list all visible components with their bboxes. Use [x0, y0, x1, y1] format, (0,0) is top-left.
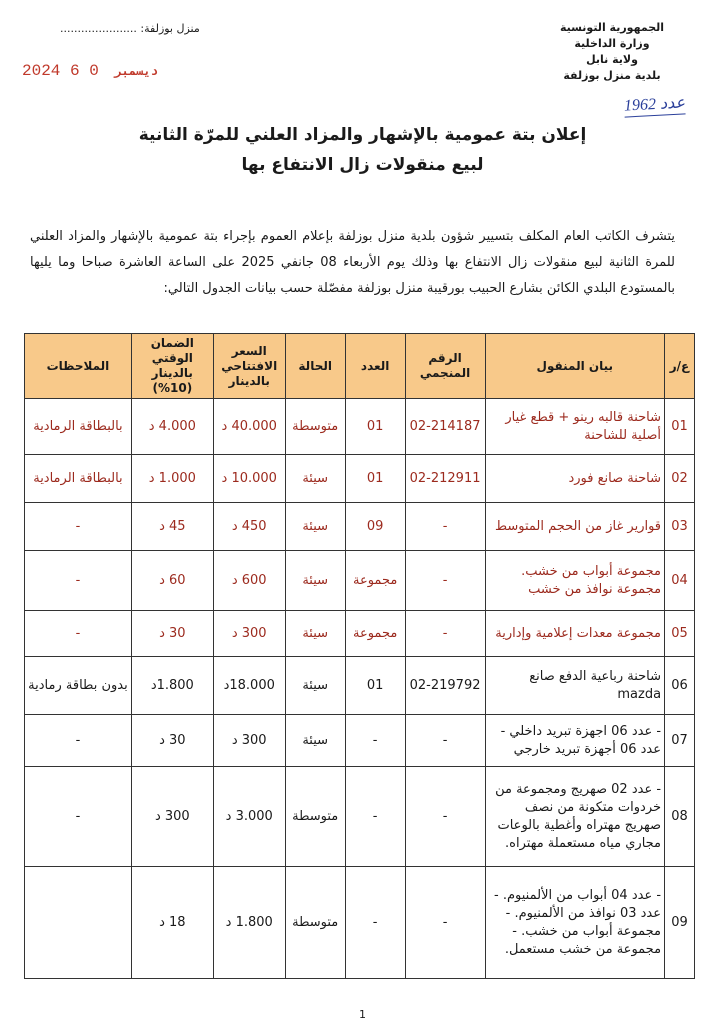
cell-desc: قوارير غاز من الحجم المتوسط [485, 503, 665, 551]
cell-count: - [345, 715, 405, 767]
cell-guarantee: 60 د [131, 551, 213, 611]
cell-count: 09 [345, 503, 405, 551]
col-header-count: العدد [345, 334, 405, 399]
stamp-day: 0 6 [70, 62, 99, 80]
cell-guarantee: 18 د [131, 867, 213, 979]
stamp-month: ديسمبر [114, 65, 158, 79]
cell-state: سيئة [285, 715, 345, 767]
cell-count: - [345, 767, 405, 867]
cell-notes: - [25, 503, 132, 551]
cell-notes: - [25, 715, 132, 767]
cell-mineral: - [405, 715, 485, 767]
cell-desc: مجموعة أبواب من خشب. مجموعة نوافذ من خشب [485, 551, 665, 611]
cell-count: 01 [345, 657, 405, 715]
cell-count: مجموعة [345, 551, 405, 611]
table-row [25, 455, 695, 503]
table-row [25, 767, 695, 867]
col-header-guarantee: الضمان الوقتي بالدينار (10%) [131, 334, 213, 399]
table-row [25, 657, 695, 715]
col-header-num: ع/ر [665, 334, 695, 399]
cell-mineral: - [405, 611, 485, 657]
cell-state: سيئة [285, 551, 345, 611]
cell-price: 1.800 د [213, 867, 285, 979]
intro-paragraph: يتشرف الكاتب العام المكلف بتسيير شؤون بلدية منزل بوزلفة بإعلام العموم بإجراء بتة عمومية بالإشهار والمزاد العلني للمرة الثانية لبيع منقولات زال الانتفاع بها وذلك يوم الأربعاء 08 جانفي 2025 على الساعة العاشرة صباحا وما يليها بالمستودع البلدي الكائن بشارع الحبيب بورقيبة منزل بوزلفة مفصّلة حسب بيانات الجدول التالي: [30, 229, 676, 296]
letterhead [537, 20, 687, 84]
cell-price: 18.000د [213, 657, 285, 715]
cell-mineral: 02-212911 [405, 455, 485, 503]
document-title [60, 120, 665, 180]
col-header-desc: بيان المنقول [485, 334, 665, 399]
table-header-row [25, 334, 695, 399]
items-table [24, 333, 695, 979]
cell-mineral: - [405, 767, 485, 867]
cell-count: مجموعة [345, 611, 405, 657]
cell-price: 600 د [213, 551, 285, 611]
cell-price: 450 د [213, 503, 285, 551]
cell-num: 01 [665, 399, 695, 455]
col-header-mineral: الرقم المنجمي [405, 334, 485, 399]
table-row [25, 503, 695, 551]
cell-desc: شاحنة قالبه رينو + قطع غيار أصلية للشاحنة [485, 399, 665, 455]
cell-count: 01 [345, 455, 405, 503]
cell-notes: - [25, 611, 132, 657]
col-header-state: الحالة [285, 334, 345, 399]
cell-notes: - [25, 767, 132, 867]
cell-num: 08 [665, 767, 695, 867]
table-row [25, 611, 695, 657]
cell-num: 02 [665, 455, 695, 503]
title-line-2: لبيع منقولات زال الانتفاع بها [241, 155, 484, 175]
cell-guarantee: 300 د [131, 767, 213, 867]
cell-count: 01 [345, 399, 405, 455]
cell-mineral: - [405, 503, 485, 551]
cell-guarantee: 30 د [131, 611, 213, 657]
cell-notes: بالبطاقة الرمادية [25, 455, 132, 503]
page-number: 1 [359, 1008, 366, 1021]
cell-state: متوسطة [285, 867, 345, 979]
cell-mineral: - [405, 867, 485, 979]
cell-state: متوسطة [285, 399, 345, 455]
cell-notes: بالبطاقة الرمادية [25, 399, 132, 455]
cell-price: 300 د [213, 611, 285, 657]
cell-desc: - عدد 02 صهريج ومجموعة من خردوات متكونة من نصف صهريج مهتراه وأغطية بالوعات مجاري مياه مستعملة مهتراه. [485, 767, 665, 867]
table-row [25, 715, 695, 767]
cell-desc: شاحنة رباعية الدفع صانع mazda [485, 657, 665, 715]
letterhead-line: وزارة الداخلية [574, 37, 650, 50]
cell-num: 03 [665, 503, 695, 551]
cell-state: متوسطة [285, 767, 345, 867]
cell-num: 07 [665, 715, 695, 767]
cell-guarantee: 1.800د [131, 657, 213, 715]
cell-num: 04 [665, 551, 695, 611]
cell-mineral: 02-219792 [405, 657, 485, 715]
place-date-line: منزل بوزلفة: ...................... [60, 22, 200, 35]
cell-notes: - [25, 551, 132, 611]
cell-state: سيئة [285, 657, 345, 715]
cell-state: سيئة [285, 455, 345, 503]
cell-price: 300 د [213, 715, 285, 767]
cell-num: 06 [665, 657, 695, 715]
cell-price: 10.000 د [213, 455, 285, 503]
cell-state: سيئة [285, 611, 345, 657]
cell-desc: - عدد 04 أبواب من الألمنيوم. - عدد 03 نوافذ من الألمنيوم. - مجموعة أبواب من خشب. - مجموعة من خشب مستعمل. [485, 867, 665, 979]
cell-price: 3.000 د [213, 767, 285, 867]
cell-state: سيئة [285, 503, 345, 551]
table-row [25, 399, 695, 455]
cell-num: 05 [665, 611, 695, 657]
cell-guarantee: 4.000 د [131, 399, 213, 455]
table-row [25, 867, 695, 979]
col-header-price: السعر الافتتاحي بالدينار [213, 334, 285, 399]
title-line-1: إعلان بتة عمومية بالإشهار والمزاد العلني للمرّة الثانية [138, 125, 587, 145]
handwritten-reference: عدد 1962 [623, 94, 686, 115]
cell-guarantee: 30 د [131, 715, 213, 767]
cell-notes: بدون بطاقة رمادية [25, 657, 132, 715]
cell-count: - [345, 867, 405, 979]
col-header-notes: الملاحظات [25, 334, 132, 399]
letterhead-line: ولاية نابل [586, 53, 638, 66]
letterhead-line: الجمهورية التونسية [559, 21, 665, 34]
cell-desc: - عدد 06 اجهزة تبريد داخلي - عدد 06 أجهزة تبريد خارجي [485, 715, 665, 767]
cell-mineral: 02-214187 [405, 399, 485, 455]
stamp-year: 2024 [22, 62, 61, 80]
cell-num: 09 [665, 867, 695, 979]
date-stamp [22, 62, 164, 80]
cell-mineral: - [405, 551, 485, 611]
table-row [25, 551, 695, 611]
cell-guarantee: 1.000 د [131, 455, 213, 503]
letterhead-line: بلدية منزل بوزلفة [563, 69, 661, 82]
cell-desc: مجموعة معدات إعلامية وإدارية [485, 611, 665, 657]
cell-price: 40.000 د [213, 399, 285, 455]
cell-notes [25, 867, 132, 979]
cell-guarantee: 45 د [131, 503, 213, 551]
cell-desc: شاحنة صانع فورد [485, 455, 665, 503]
